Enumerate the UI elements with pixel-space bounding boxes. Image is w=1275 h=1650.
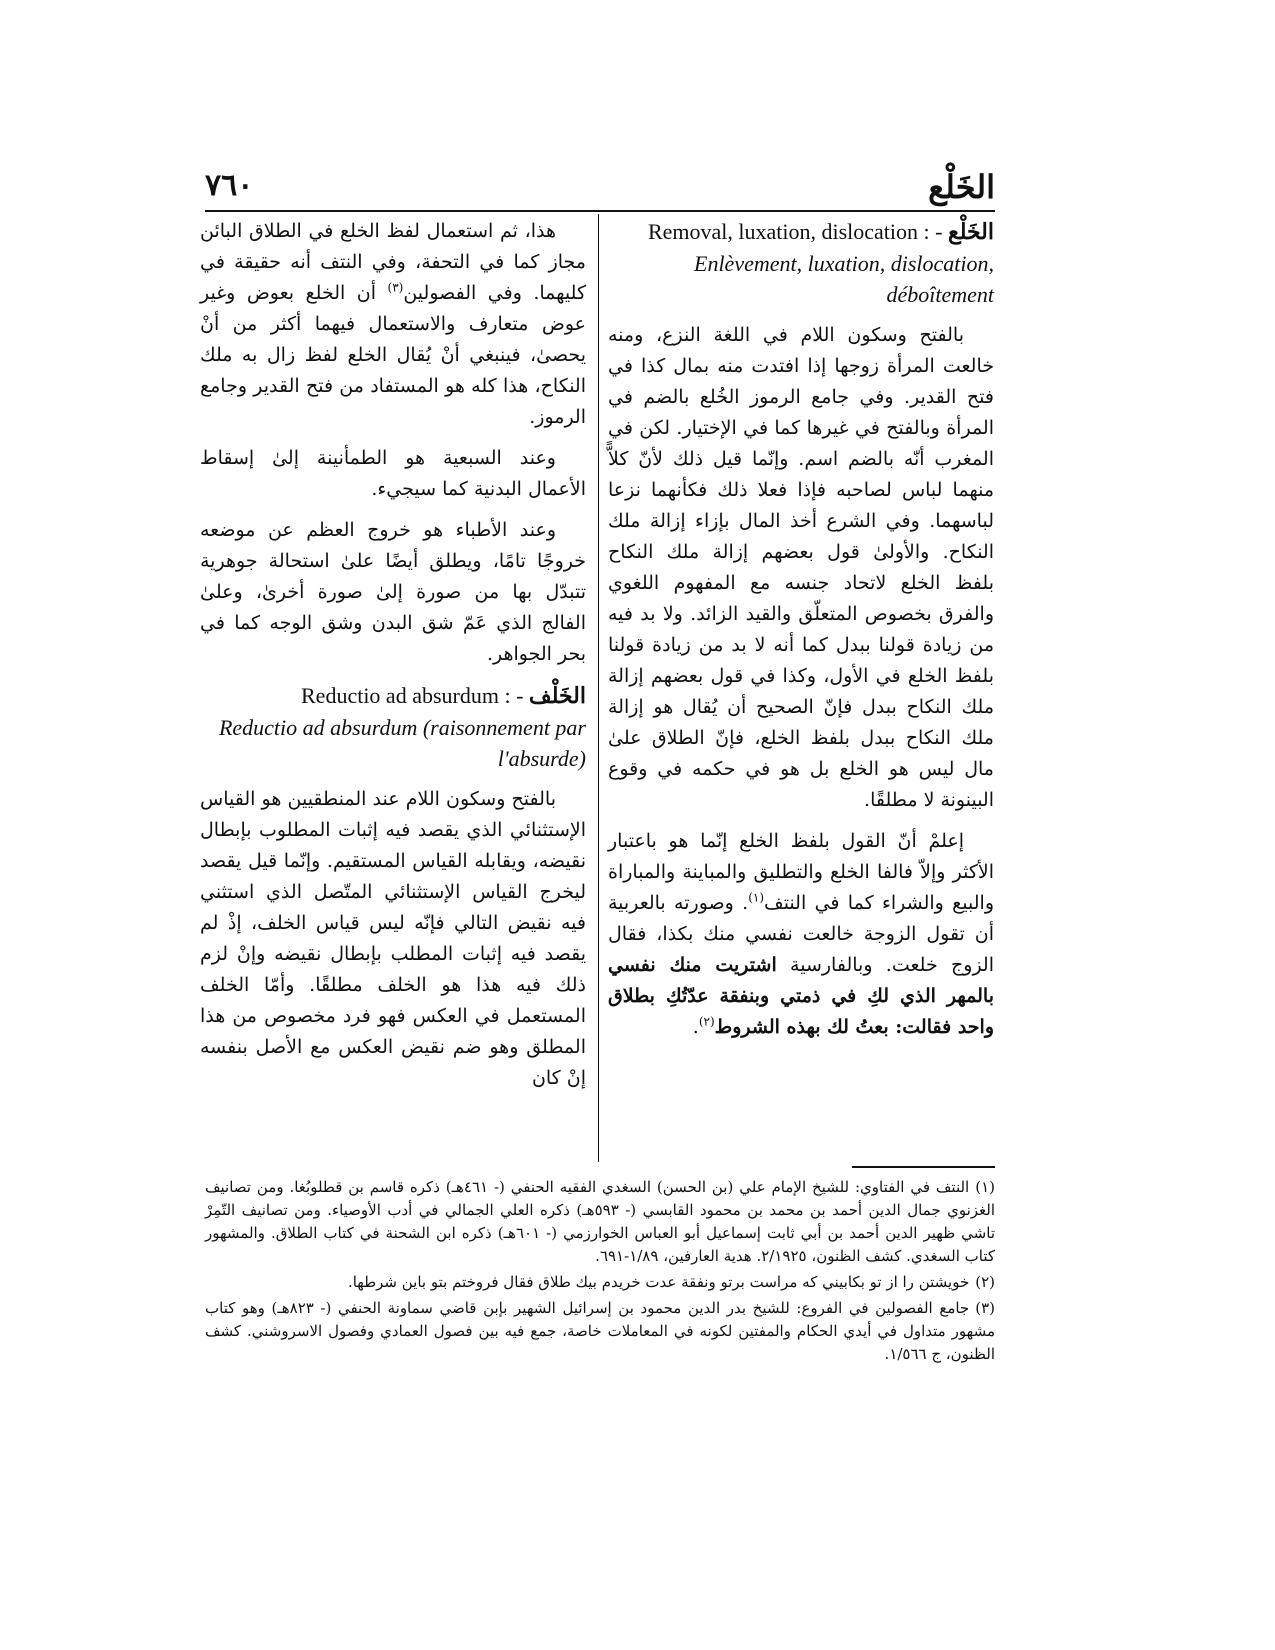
footnote-text: خويشتن را از تو بكابيني كه مراست برتو ونفقة عدت خريدم بيك طلاق فقال فروختم بتو باين شرطها. [347,1273,970,1291]
entry-english: Removal, luxation, dislocation [647,219,919,244]
footnote [205,1271,995,1294]
entry-heading-khal [608,216,994,248]
paragraph: بالفتح وسكون اللام عند المنطقيين هو القياس الإستثنائي الذي يقصد فيه إثبات المطلوب بإبطال نقيضه، ويقابله القياس المستقيم. وإنّما قيل يقصد ليخرج القياس الإستثنائي المتّصل الذي استثني فيه نقيض التالي فإنّه ليس قياس الخلف، إذْ لم يقصد فيه إثبات المطلب بإبطال نقيضه وإنْ لزم ذلك فيه هذا هو الخلف مطلقًا. وأمّا الخلف المستعمل في العكس فهو فرد مخصوص من هذا المطلق وهو ضم نقيض العكس مع الأصل بنفسه إنْ كان [200,788,586,1089]
entry-french: Enlèvement, luxation, dislocation, déboîtement [694,251,994,307]
left-column [200,216,586,1094]
footnote-rule [852,1166,995,1168]
footnotes [205,1176,995,1369]
header-rule [205,210,995,212]
entry-separator: : - [498,683,529,708]
entry-separator: : - [918,219,948,244]
entry-term: الخَلْع [947,219,994,245]
paragraph [200,216,586,433]
page-header [205,168,995,208]
running-title: الخَلْع [928,168,995,206]
paragraph-text: أن الخلع بعوض وغير عوض متعارف والاستعمال فيهما أكثر من أنْ يحصىٰ، فينبغي أنْ يُقال الخلع لفظ زال به ملك النكاح، هذا كله هو المستفاد من فتح القدير وجامع الرموز. [200,282,586,428]
paragraph-text: . وصورته بالعربية أن تقول الزوجة خالعت نفسي منك بكذا، فقال الزوج خلعت. وبالفارسية [608,892,994,976]
footnote [205,1297,995,1366]
footnote-number: (٣) [975,1299,995,1317]
paragraph-text: هذا، ثم استعمال لفظ الخلع في الطلاق البائن مجاز كما في التحفة، وفي النتف أنه حقيقة في كليهما. وفي الفصولين [200,220,586,304]
paragraph: وعند الأطباء هو خروج العظم عن موضعه خروجًا تامًا، ويطلق أيضًا علىٰ استحالة جوهرية تتبدّل بها من صورة إلىٰ صورة أخرىٰ، وعلىٰ الفالج الذي عَمّ شق البدن وشق الوجه كما في بحر الجواهر. [200,519,586,665]
footnote-number: (٢) [975,1273,995,1291]
footnote-text: جامع الفصولين في الفروع: للشيخ بدر الدين محمود بن إسرائيل الشهير بإبن قاضي سماونة الحنفي (- ٨٢٣هـ) وهو كتاب مشهور متداول في أيدي الحكام والمفتين لكونه في المعاملات خاصة، جمع فيه بين فصول العمادي وفصول الاسروشني. كشف الظنون، ج ١/٥٦٦. [205,1299,995,1363]
footnote-ref: (١) [748,890,765,905]
footnote-ref: (٢) [698,1014,715,1029]
footnote-ref: (٣) [387,280,404,295]
paragraph: بالفتح وسكون اللام في اللغة النزع، ومنه خالعت المرأة زوجها إذا افتدت منه بمال كذا في فتح القدير. وفي جامع الرموز الخُلع بالضم في المرأة وبالفتح في غيرها كما في الإختيار. لكن في المغرب أنّه بالضم اسم. وإنّما قيل ذلك لأنّ كلاًّ منهما لباس لصاحبه فإذا فعلا ذلك فكأنهما نزعا لباسهما. وفي الشرع أخذ المال بإزاء إزالة ملك النكاح. والأولىٰ قول بعضهم إزالة ملك النكاح بلفظ الخلع لاتحاد جنسه مع المفهوم اللغوي والفرق بخصوص المتعلّق والقيد الزائد. ولا بد فيه من زيادة قولنا ببدل كما أنه لا بد من زيادة قولنا بلفظ الخلع في الأول، وكذا في قول بعضهم إزالة ملك النكاح ببدل فإنّ الصحيح أن يُقال هو إزالة ملك النكاح ببدل بلفظ الخلع، فإنّ الطلاق علىٰ مال ليس هو الخلع بل هو في حكمه في وقوع البينونة لا مطلقًا. [608,324,994,811]
right-column [608,216,994,1043]
entry-term: الخَلْف [528,683,586,709]
entry-heading-khalf [200,680,586,712]
footnote [205,1176,995,1268]
paragraph [608,826,994,1043]
paragraph: وعند السبعية هو الطمأنينة إلىٰ إسقاط الأعمال البدنية كما سيجيء. [200,447,586,500]
column-divider [598,214,599,1162]
page-number: ٧٦٠ [205,168,254,203]
footnote-number: (١) [975,1178,995,1196]
entry-english: Reductio ad absurdum [301,683,499,708]
paragraph-text: . [692,1016,699,1038]
footnote-text: النتف في الفتاوي: للشيخ الإمام علي (بن الحسن) السغدي الفقيه الحنفي (- ٤٦١هـ) ذكره قاسم بن قطلوبُغا. ومن تصانيف الغزنوي جمال الدين أحمد بن محمد بن محمود القابسي (- ٥٩٣هـ) ذكره العلي الجمالي في أدب الأوصياء. ومن تصانيف التّمِرْ تاشي ظهير الدين أحمد بن أبي ثابت إسماعيل أبو العباس الخوارزمي (- ٦٠١هـ) ذكره ابن الشحنة في كتاب الطلاق. والمشهور كتاب السغدي. كشف الظنون، ٢/١٩٢٥. هدية العارفين، ١/٨٩-٦٩١. [205,1178,995,1265]
paragraph-text: إعلمْ أنّ القول بلفظ الخلع إنّما هو باعتبار الأكثر وإلاّ فالفا الخلع والتطليق والمباينة والمباراة والبيع والشراء كما في النتف [608,830,994,914]
persian-formula: اشتريت منك نفسي بالمهر الذي لكِ في ذمتي وبنفقة عدّتُكِ بطلاق واحد فقالت: بعتُ لك بهذه الشروط [608,954,994,1038]
entry-french: Reductio ad absurdum (raisonnement par l'absurde) [218,715,586,771]
